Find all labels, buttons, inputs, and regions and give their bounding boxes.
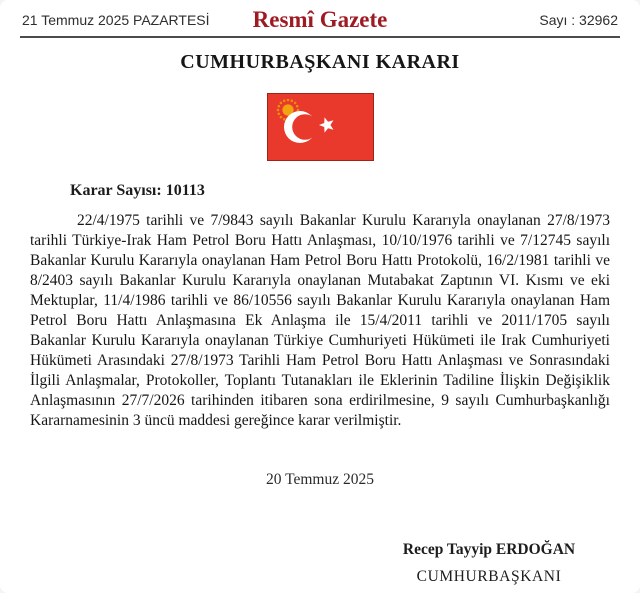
- decree-heading: CUMHURBAŞKANI KARARI: [180, 51, 460, 73]
- presidential-flag-image: [0, 93, 640, 161]
- signature-block: [396, 541, 582, 586]
- signatory-title: CUMHURBAŞKANI: [416, 568, 562, 585]
- masthead-divider: [20, 36, 620, 38]
- decree-body-paragraph: 22/4/1975 tarihli ve 7/9843 sayılı Bakanlar Kurulu Kararıyla onaylanan 27/8/1973 tarihli Türkiye-Irak Ham Petrol Boru Hattı Anlaşması, 10/10/1976 tarihli ve 7/12745 sayılı Bakanlar Kurulu Kararıyla onaylanan Ham Petrol Boru Hattı Protokolü, 16/2/1981 tarihli ve 8/2403 sayılı Bakanlar Kurulu Kararıyla onaylanan Mutabakat Zaptının VI. Kısmı ve eki Mektuplar, 11/4/1986 tarihli ve 86/10556 sayılı Bakanlar Kurulu Kararıyla onaylanan Ham Petrol Boru Hattı Anlaşmasına Ek Anlaşma ile 15/4/2011 tarihli ve 2011/1705 sayılı Bakanlar Kurulu Kararıyla onaylanan Türkiye Cumhuriyeti Hükümeti ile Irak Cumhuriyeti Hükümeti Arasındaki 27/8/1973 Tarihli Ham Petrol Boru Hattı Anlaşması ve Sonrasındaki İlgili Anlaşmalar, Protokoller, Toplantı Tutanakları ile Eklerinin Tadiline İlişkin Değişiklik Anlaşmasının 27/7/2026 tarihinden itibaren sona erdirilmesine, 9 sayılı Cumhurbaşkanlığı Kararnamesinin 3 üncü maddesi gereğince karar verilmiştir.: [30, 212, 610, 429]
- decision-date: 20 Temmuz 2025: [266, 471, 374, 488]
- turkish-flag-icon: [267, 93, 374, 161]
- gazette-title: Resmî Gazete: [252, 7, 388, 32]
- masthead-date: 21 Temmuz 2025 PAZARTESİ: [22, 12, 210, 28]
- decision-number: Karar Sayısı: 10113: [70, 182, 205, 199]
- issue-number: Sayı : 32962: [539, 12, 618, 28]
- masthead: [0, 0, 640, 33]
- flag-field: [267, 94, 373, 161]
- signatory-name: Recep Tayyip ERDOĞAN: [402, 541, 576, 558]
